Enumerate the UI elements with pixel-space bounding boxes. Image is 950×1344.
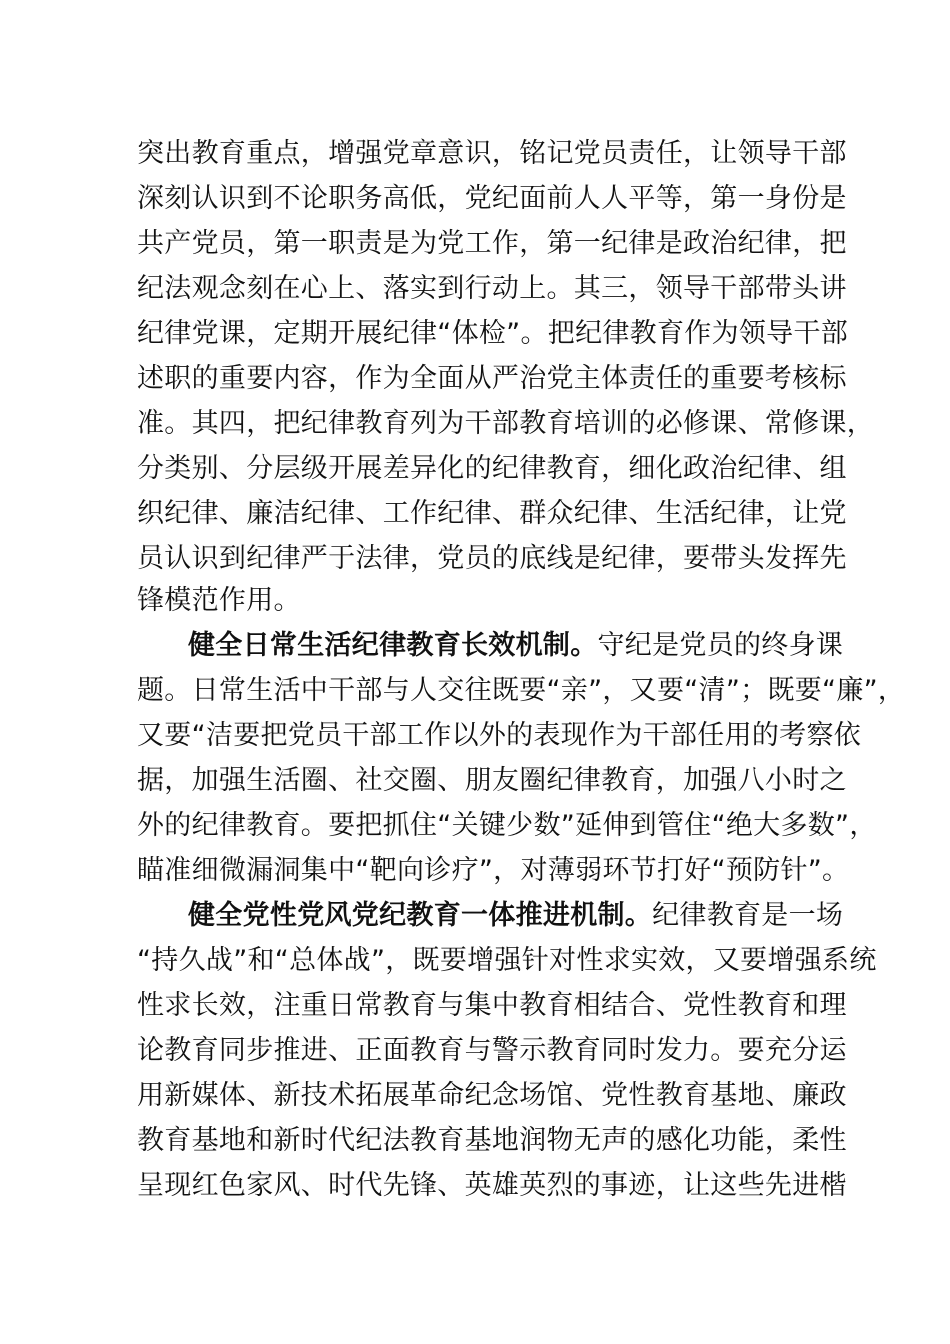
text-line: 呈现红色家风、时代先锋、英雄英烈的事迹，让这些先进楷 [137, 1170, 847, 1201]
text-line: 又要“洁要把党员干部工作以外的表现作为干部任用的考察依 [137, 720, 862, 751]
text-line: 论教育同步推进、正面教育与警示教育同时发力。要充分运 [137, 1035, 847, 1066]
paragraph-first-line [188, 894, 843, 938]
text-line: 共产党员，第一职责是为党工作，第一纪律是政治纪律，把 [137, 228, 847, 259]
text-line: 据，加强生活圈、社交圈、朋友圈纪律教育，加强八小时之 [137, 765, 847, 796]
text-line: 深刻认识到不论职务高低，党纪面前人人平等，第一身份是 [137, 183, 847, 214]
text-line: 员认识到纪律严于法律，党员的底线是纪律，要带头发挥先 [137, 543, 847, 574]
text-line: 准。其四，把纪律教育列为干部教育培训的必修课、常修课， [137, 408, 875, 439]
text-line: 教育基地和新时代纪法教育基地润物无声的感化功能，柔性 [137, 1125, 847, 1156]
paragraph-heading: 健全党性党风党纪教育一体推进机制。 [188, 900, 653, 931]
text-line: 题。日常生活中干部与人交往既要“亲”，又要“清”；既要“廉”， [137, 675, 906, 706]
text-line: 纪律党课，定期开展纪律“体检”。把纪律教育作为领导干部 [137, 318, 849, 349]
paragraph-first-line [188, 624, 843, 668]
text-line: 突出教育重点，增强党章意识，铭记党员责任，让领导干部 [137, 138, 847, 169]
paragraph-heading: 健全日常生活纪律教育长效机制。 [188, 630, 598, 661]
text-line: 锋模范作用。 [137, 585, 301, 616]
paragraph-text: 守纪是党员的终身课 [597, 630, 844, 661]
text-line: 外的纪律教育。要把抓住“关键少数”延伸到管住“绝大多数”， [137, 810, 877, 841]
text-line: 纪法观念刻在心上、落实到行动上。其三，领导干部带头讲 [137, 273, 847, 304]
text-line: 瞄准细微漏洞集中“靶向诊疗”，对薄弱环节打好“预防针”。 [137, 855, 850, 886]
text-line: 分类别、分层级开展差异化的纪律教育，细化政治纪律、组 [137, 453, 847, 484]
text-line: 述职的重要内容，作为全面从严治党主体责任的重要考核标 [137, 363, 847, 394]
paragraph-text: 纪律教育是一场 [652, 900, 844, 931]
text-line: “持久战”和“总体战”，既要增强针对性求实效，又要增强系统 [137, 945, 877, 976]
text-line: 性求长效，注重日常教育与集中教育相结合、党性教育和理 [137, 990, 847, 1021]
text-line: 用新媒体、新技术拓展革命纪念场馆、党性教育基地、廉政 [137, 1080, 847, 1111]
text-line: 织纪律、廉洁纪律、工作纪律、群众纪律、生活纪律，让党 [137, 498, 847, 529]
